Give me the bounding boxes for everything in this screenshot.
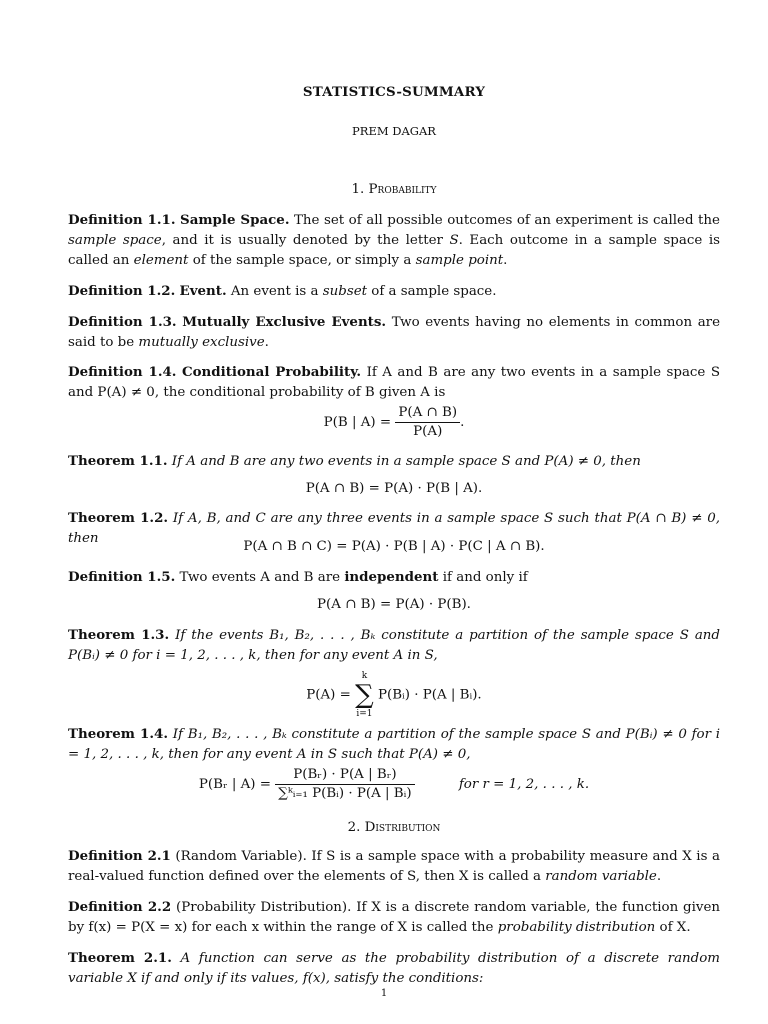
equation-tail: . (460, 415, 465, 430)
theorem-label: Theorem 2.1. (68, 950, 172, 966)
definition-text: An event is a (230, 284, 323, 299)
emphasis: subset (322, 284, 368, 299)
definition-text: Two events having no elements in common are said to be (68, 315, 721, 350)
equation-rhs: P(Bᵢ) · P(A | Bᵢ). (377, 687, 482, 703)
definition-2-2 (68, 897, 720, 938)
emphasis: S (449, 233, 459, 248)
definition-1-3 (68, 312, 720, 353)
definition-text: The set of all possible outcomes of an experiment is called the (294, 213, 720, 228)
theorem-2-1 (68, 948, 720, 989)
definition-label: Definition 1.4. (68, 364, 177, 380)
definition-text: of a sample space. (367, 284, 497, 299)
definition-text: of the sample space, or simply a (188, 253, 416, 268)
summation (355, 670, 374, 720)
definition-1-2 (68, 281, 720, 302)
definition-text: if and only if (438, 570, 528, 585)
equation-independence: P(A ∩ B) = P(A) · P(B). (317, 597, 471, 612)
fraction-denominator: P(A) (413, 424, 443, 439)
definition-name: (Random Variable). (175, 849, 307, 864)
theorem-label: Theorem 1.4. (68, 726, 168, 742)
emphasis: sample point (415, 253, 504, 268)
definition-text: . Each outcome in a sample space is called an (68, 233, 720, 268)
section-number: 2. (347, 820, 361, 835)
section-number: 1. (351, 182, 365, 197)
definition-text: . (503, 253, 508, 268)
theorem-text: If A and B are any two events in a sample space S and P(A) ≠ 0, then (171, 454, 641, 469)
theorem-text: If B₁, B₂, . . . , Bₖ constitute a partition of the sample space S and P(Bᵢ) ≠ 0 for i = 1, 2, . . . , k, then for any event A in S such that P(A) ≠ 0, (68, 727, 721, 762)
definition-label: Definition 1.3. (68, 314, 177, 330)
theorem-label: Theorem 1.2. (68, 510, 169, 526)
definition-label: Definition 1.1. (68, 212, 176, 228)
section-heading-distribution (68, 818, 720, 838)
paper-title: STATISTICS-SUMMARY (302, 84, 486, 100)
equation-total-probability (68, 670, 720, 720)
equation-condition: for r = 1, 2, . . . , k. (458, 777, 590, 792)
definition-name: (Probability Distribution). (175, 900, 352, 915)
definition-label: Definition 2.2 (68, 899, 172, 915)
emphasis: sample space (68, 233, 162, 248)
theorem-label: Theorem 1.1. (68, 453, 168, 469)
definition-1-5 (68, 567, 720, 588)
bold-term: independent (344, 569, 439, 585)
sigma-symbol: ∑ (355, 680, 374, 710)
definition-name: Event. (179, 283, 227, 299)
definition-text: If S is a sample space with a probability measure and X is a real-valued function defined over the elements of S, then X is called a (68, 849, 720, 884)
emphasis: probability distribution (497, 920, 656, 935)
definition-name: Sample Space. (180, 212, 290, 228)
equation-conditional-probability (68, 404, 720, 441)
emphasis: element (133, 253, 189, 268)
fraction-numerator: P(Bᵣ) · P(A | Bᵣ) (275, 766, 414, 785)
definition-text: of X. (655, 920, 691, 935)
author-name: PREM DAGAR (352, 124, 436, 138)
section-name: Distribution (364, 820, 441, 835)
equation-lhs: P(B | A) = (323, 415, 392, 430)
theorem-1-3 (68, 625, 720, 666)
fraction (395, 404, 460, 441)
equation-multiplication-rule: P(A ∩ B) = P(A) · P(B | A). (305, 481, 483, 496)
sum-lower-limit: i=1 (356, 709, 373, 719)
equation-bayes (68, 766, 720, 803)
definition-label: Definition 1.5. (68, 569, 176, 585)
definition-text: . (264, 335, 269, 350)
definition-text: . (656, 869, 662, 884)
definition-label: Definition 1.2. (68, 283, 176, 299)
definition-text: If A and B are any two events in a sample space S and P(A) ≠ 0, the conditional probability of B given A is (68, 365, 720, 400)
equation-lhs: P(A) = (306, 687, 351, 703)
definition-1-1 (68, 210, 720, 271)
definition-1-4 (68, 362, 720, 403)
fraction (275, 766, 414, 803)
fraction-denominator: ∑ᵏᵢ₌₁ P(Bᵢ) · P(A | Bᵢ) (278, 786, 412, 801)
definition-name: Conditional Probability. (181, 364, 362, 380)
emphasis: random variable (545, 869, 657, 884)
page-number: 1 (380, 988, 388, 999)
theorem-label: Theorem 1.3. (68, 627, 170, 643)
definition-2-1 (68, 846, 720, 887)
emphasis: mutually exclusive (138, 335, 265, 350)
theorem-text: A function can serve as the probability distribution of a discrete random variable X if and only if its values, f(x), satisfy the conditions: (68, 951, 721, 986)
theorem-text: If A, B, and C are any three events in a sample space S such that P(A ∩ B) ≠ 0, then (68, 511, 721, 546)
sum-upper-limit: k (361, 671, 368, 681)
theorem-1-4 (68, 724, 720, 765)
section-heading-probability (68, 180, 720, 200)
equation-lhs: P(Bᵣ | A) = (198, 777, 271, 792)
theorem-1-1 (68, 451, 720, 472)
definition-text: Two events A and B are (179, 570, 345, 585)
equation-three-events: P(A ∩ B ∩ C) = P(A) · P(B | A) · P(C | A ∩ B). (243, 539, 545, 554)
definition-label: Definition 2.1 (68, 848, 171, 864)
definition-name: Mutually Exclusive Events. (182, 314, 387, 330)
fraction-numerator: P(A ∩ B) (395, 404, 460, 423)
section-name: Probability (368, 182, 437, 197)
definition-text: If X is a discrete random variable, the function given by f(x) = P(X = x) for each x within the range of X is called the (68, 900, 720, 935)
definition-text: , and it is usually denoted by the letter (161, 233, 450, 248)
theorem-text: If the events B₁, B₂, . . . , Bₖ constitute a partition of the sample space S and P(Bᵢ) ≠ 0 for i = 1, 2, . . . , k, then for any event A in S, (68, 628, 720, 663)
